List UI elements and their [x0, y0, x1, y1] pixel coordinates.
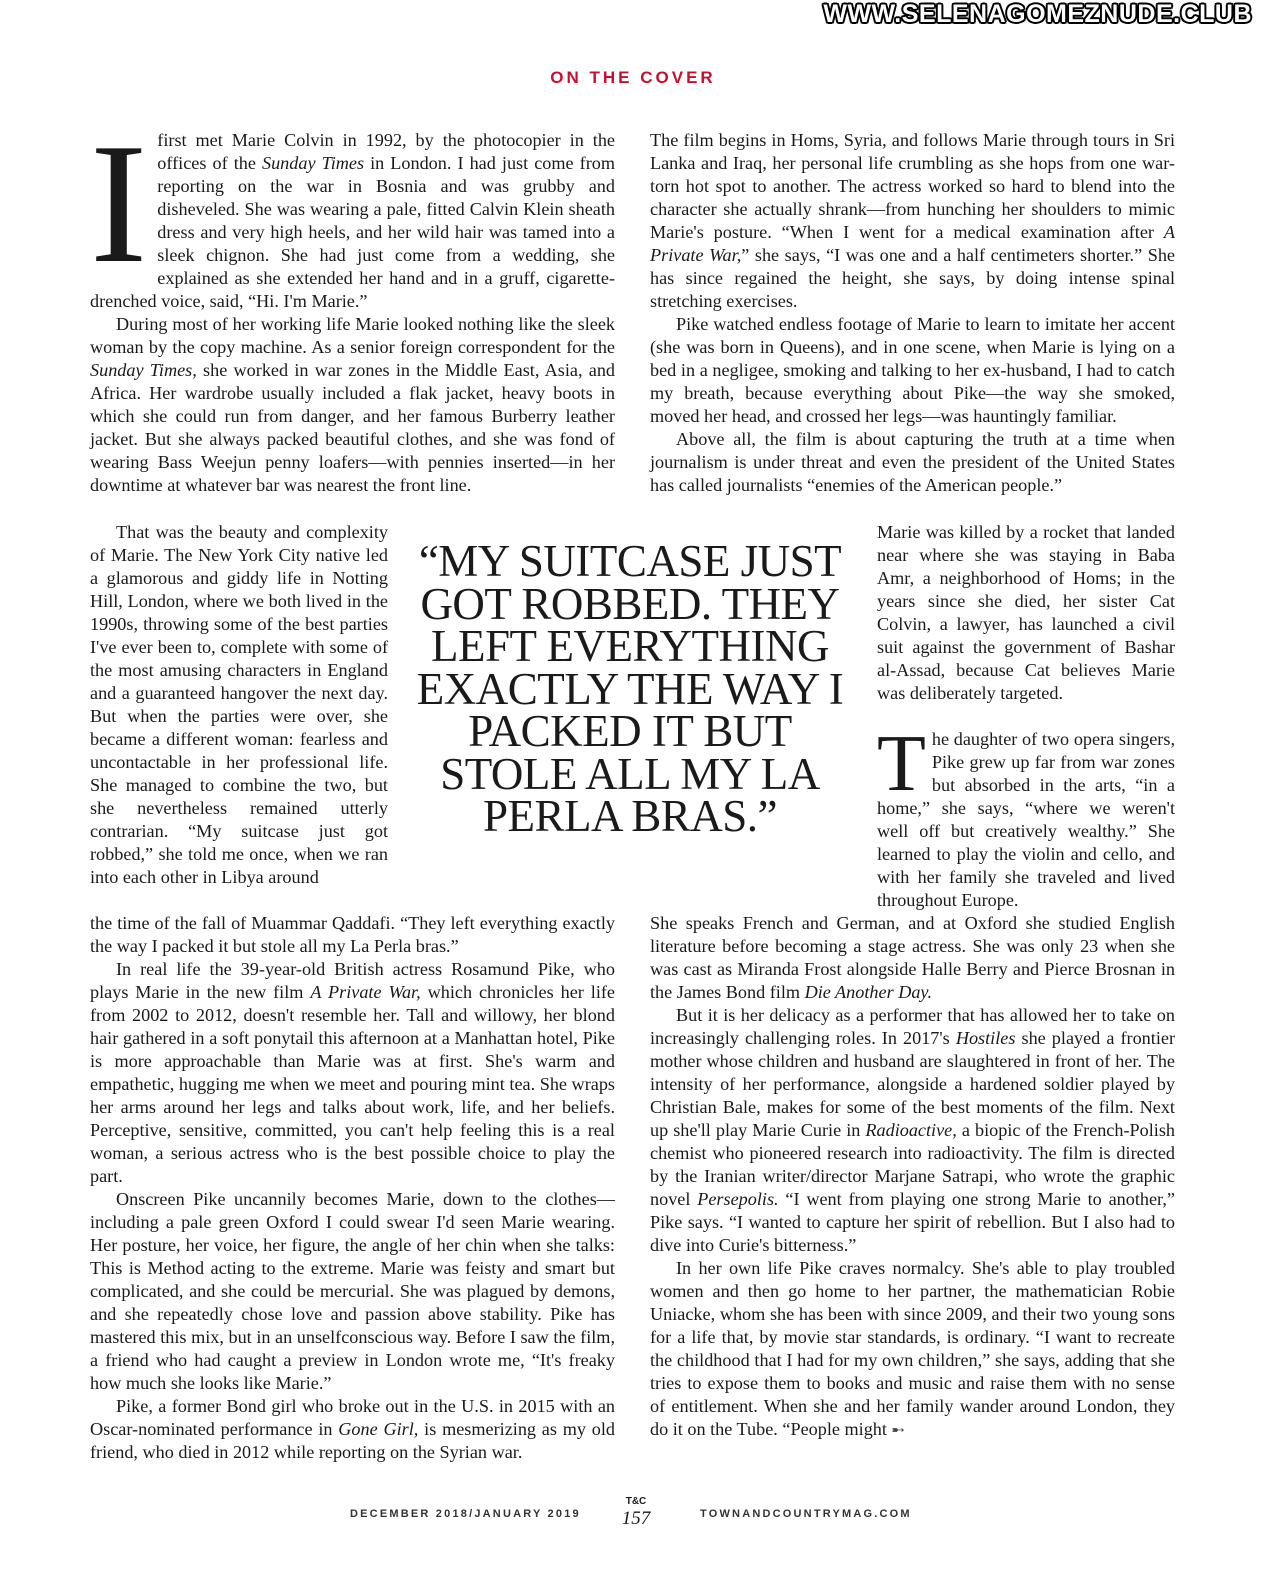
right-column-narrow [877, 521, 1175, 912]
paragraph-1: Ifirst met Marie Colvin in 1992, by the photocopier in the offices of the Sunday Times in London. I had just come from reporting on the war in Bosnia and was grubby and disheveled. She was wearing a pale, fitted Calvin Klein sheath dress and very high heels, and her wild hair was tamed into a sleek chignon. She had just come from a wedding, she explained as she extended her hand and in a gruff, cigarette-drenched voice, said, “Hi. I'm Marie.” [90, 109, 616, 311]
right-paragraph-3: Above all, the film is about capturing the truth at a time when journalism is under threat and even the president of the United States has called journalists “enemies of the American people.” [650, 429, 1175, 495]
right-paragraph-6: But it is her delicacy as a performer that has allowed her to take on increasingly challenging roles. In 2017's Hostiles she played a frontier mother whose children and husband are slaughtered in front of her. The intensity of her performance, alongside a hardened soldier played by Christian Bale, makes for some of the best moments of the film. Next up she'll play Marie Curie in Radioactive, a biopic of the French-Polish chemist who pioneered research into radioactivity. The film is directed by the Iranian writer/director Marjane Satrapi, who wrote the graphic novel Persepolis. “I went from playing one strong Marie to another,” Pike says. “I wanted to capture her spirit of rebellion. But I also had to dive into Curie's bitterness.” [650, 1005, 1176, 1255]
right-column-bottom [650, 912, 1175, 1442]
right-paragraph-1: The film begins in Homs, Syria, and follows Marie through tours in Sri Lanka and Iraq, her personal life crumbling as she hops from one war-torn hot spot to another. The actress worked so hard to blend into the character she actually shrank—from hunching her shoulders to mimic Marie's posture. “When I went for a medical examination after A Private War,” she says, “I was one and a half centimeters shorter.” She has since regained the height, she says, by doing intense spinal stretching exercises. [650, 130, 1175, 311]
continue-arrow-icon: ➸ [891, 1422, 905, 1439]
right-paragraph-2: Pike watched endless footage of Marie to learn to imitate her accent (she was born in Queens), and in one scene, when Marie is lying on a bed in a negligee, smoking and talking to her ex-husband, I had to catch my breath, because everything about Pike—the way she smoked, moved her head, and crossed her legs—was hauntingly familiar. [650, 314, 1175, 426]
footer-brand: T&C [625, 1496, 647, 1507]
left-column-narrow [90, 521, 388, 889]
footer-site: TOWNANDCOUNTRYMAG.COM [700, 1508, 912, 1520]
folio [616, 1496, 656, 1530]
drop-cap-i: I [90, 109, 148, 299]
right-paragraph-7: In her own life Pike craves normalcy. She's able to play troubled women and then go home to her partner, the mathematician Robie Uniacke, whom she has been with since 2009, and their two young sons for a life that, by movie star standards, is ordinary. “I want to recreate the childhood that I had for my own children,” she says, adding that she tries to expose them to books and music and raise them with no sense of entitlement. When she and her family wander around London, they do it on the Tube. “People might ➸ [650, 1258, 1175, 1439]
section-label: ON THE COVER [550, 68, 716, 87]
right-paragraph-4: Marie was killed by a rocket that landed near where she was staying in Baba Amr, a neighborhood of Homs; in the years since she died, her sister Cat Colvin, a lawyer, has launched a civil suit against the government of Bashar al-Assad, because Cat believes Marie was deliberately targeted. [877, 522, 1175, 703]
paragraph-5: Onscreen Pike uncannily becomes Marie, down to the clothes—including a pale green Oxford I could swear I'd seen Marie wearing. Her posture, her voice, her figure, the angle of her chin when she talks: This is Method acting to the extreme. Marie was feisty and smart but complicated, and she could be mercurial. She was plagued by demons, and she repeatedly chose love and passion above stability. Pike has mastered this mix, but in an unselfconscious way. Before I saw the film, a friend who had caught a preview in London wrote me, “It's freaky how much she looks like Marie.” [90, 1189, 615, 1393]
left-column-top [90, 109, 616, 497]
paragraph-6: Pike, a former Bond girl who broke out in the U.S. in 2015 with an Oscar-nominated performance in Gone Girl, is mesmerizing as my old friend, who died in 2012 while reporting on the Syrian war. [90, 1396, 616, 1462]
right-column-top [650, 129, 1175, 497]
right-paragraph-5-continued: She speaks French and German, and at Oxford she studied English literature before becoming a stage actress. She was only 23 when she was cast as Miranda Frost alongside Halle Berry and Pierce Brosnan in the James Bond film Die Another Day. [650, 913, 1175, 1002]
left-column-bottom [90, 912, 615, 1464]
watermark-text: WWW.SELENAGOMEZNUDE.CLUB [823, 0, 1252, 28]
paragraph-4: In real life the 39-year-old British actress Rosamund Pike, who plays Marie in the new film A Private War, which chronicles her life from 2002 to 2012, doesn't resemble her. Tall and willowy, her blond hair gathered in a soft ponytail this afternoon at a Manhattan hotel, Pike is more approachable than Marie was at first. She's warm and empathetic, hugging me when we meet and pouring mint tea. She wraps her arms around her legs and talks about work, life, and her beliefs. Perceptive, sensitive, committed, you can't help feeling this is a real woman, a serious actress who is the best possible choice to play the part. [90, 959, 616, 1186]
footer-date: DECEMBER 2018/JANUARY 2019 [350, 1508, 581, 1520]
right-paragraph-5: The daughter of two opera singers, Pike grew up far from war zones but absorbed in the arts, “in a home,” she says, “where we weren't well off but creatively wealthy.” She learned to play the violin and cello, and with her family she traveled and lived throughout Europe. [877, 720, 1175, 910]
paragraph-3: That was the beauty and complexity of Marie. The New York City native led a glamorous and giddy life in Notting Hill, London, where we both lived in the 1990s, throwing some of the best parties I've ever been to, complete with some of the most amusing characters in England and a guaranteed hangover the next day. But when the parties were over, she became a different woman: fearless and uncontactable in her professional life. She managed to combine the two, but she nevertheless remained utterly contrarian. “My suitcase just got robbed,” she told me once, when we ran into each other in Libya around [90, 522, 388, 887]
pull-quote: “MY SUITCASE JUST GOT ROBBED. THEY LEFT EVERYTHING EXACTLY THE WAY I PACKED IT BUT STOLE ALL MY LA PERLA BRAS.” [416, 536, 844, 841]
page-number: 157 [621, 1508, 651, 1529]
paragraph-2: During most of her working life Marie looked nothing like the sleek woman by the copy machine. As a senior foreign correspondent for the Sunday Times, she worked in war zones in the Middle East, Asia, and Africa. Her wardrobe usually included a flak jacket, heavy boots in which she could run from danger, and her famous Burberry leather jacket. But she always packed beautiful clothes, and she was fond of wearing Bass Weejun penny loafers—with pennies inserted—in her downtime at whatever bar was nearest the front line. [90, 314, 616, 495]
paragraph-3-continued: the time of the fall of Muammar Qaddafi. “They left everything exactly the way I packed it but stole all my La Perla bras.” [90, 913, 615, 956]
drop-cap-t: T [877, 720, 926, 808]
